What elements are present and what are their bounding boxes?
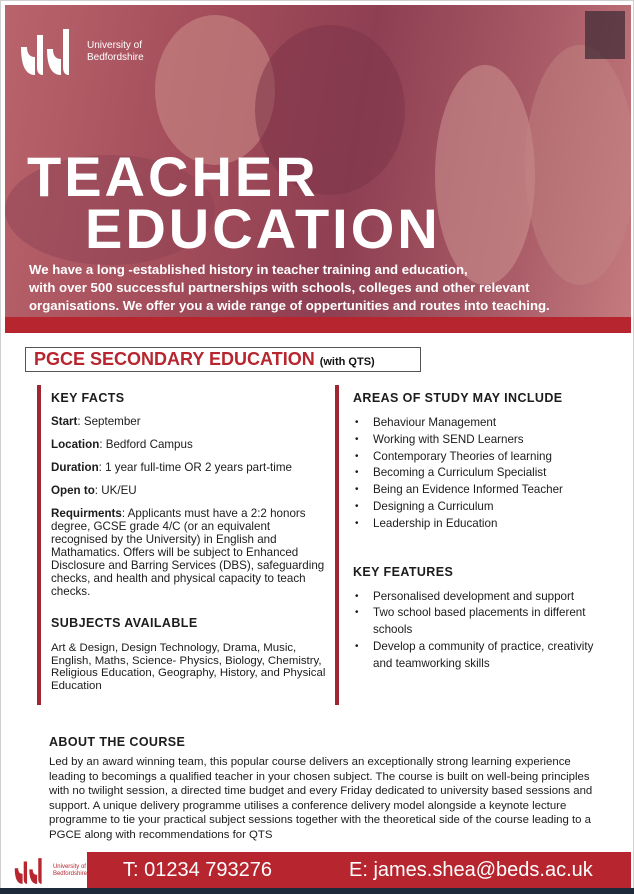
hero-intro-line: with over 500 successful partnerships with schools, colleges and other relevant bbox=[29, 280, 530, 295]
list-item: • Being an Evidence Informed Teacher bbox=[353, 482, 605, 499]
fact-value: : Applicants must have a 2:2 honors degree, GCSE grade 4/C (or an equivalent recognised by the University) in English and Mathamatics. Offers will be subject to Enhanced Disclosure and Barring Services (DBS), safeguarding checks, and health and physical capacity to teach checks. bbox=[51, 507, 325, 598]
about-section bbox=[49, 735, 609, 843]
features-heading: KEY FEATURES bbox=[353, 564, 454, 579]
areas-heading: AREAS OF STUDY MAY INCLUDE bbox=[353, 391, 563, 405]
key-facts-heading: KEY FACTS bbox=[51, 391, 125, 405]
list-item: • Two school based placements in different schools bbox=[353, 605, 605, 639]
university-logo-icon bbox=[19, 27, 81, 77]
list-item: • Behaviour Management bbox=[353, 415, 605, 432]
areas-list bbox=[353, 415, 605, 533]
bottom-strip bbox=[0, 888, 634, 894]
fact-value: : 1 year full-time OR 2 years part-time bbox=[98, 461, 292, 474]
list-item: • Develop a community of practice, creativity and teamworking skills bbox=[353, 639, 605, 673]
fact-label: Duration bbox=[51, 461, 99, 474]
footer-logo bbox=[5, 852, 87, 889]
footer-logo-text: University of bbox=[52, 863, 86, 870]
programme-title-box bbox=[25, 347, 421, 372]
fact-value: : Bedford Campus bbox=[99, 438, 193, 451]
fact-label: Location bbox=[51, 438, 100, 451]
list-item: • Personalised development and support bbox=[353, 589, 605, 606]
fact-duration bbox=[51, 461, 327, 474]
list-item: • Becoming a Curriculum Specialist bbox=[353, 465, 605, 482]
fact-start bbox=[51, 415, 327, 428]
footer-logo-icon bbox=[13, 857, 49, 885]
left-column bbox=[37, 385, 339, 705]
list-item: • Designing a Curriculum bbox=[353, 499, 605, 516]
hero-intro-line: We have a long -established history in teacher training and education, bbox=[29, 262, 468, 277]
fact-value: : UK/EU bbox=[94, 484, 137, 497]
contact-phone[interactable]: T: 01234 793276 bbox=[123, 859, 273, 881]
fact-requirements bbox=[51, 507, 327, 598]
programme-subtitle: (with QTS) bbox=[319, 356, 375, 368]
list-item: • Leadership in Education bbox=[353, 516, 605, 533]
fact-label: Start bbox=[51, 415, 78, 428]
contact-email[interactable]: E: james.shea@beds.ac.uk bbox=[349, 859, 593, 881]
fact-label: Open to bbox=[51, 484, 95, 497]
hero-photo-shape bbox=[585, 11, 625, 59]
fact-label: Requirments bbox=[51, 507, 122, 520]
fact-open-to bbox=[51, 484, 327, 497]
list-item: • Working with SEND Learners bbox=[353, 432, 605, 449]
divider-bar bbox=[5, 317, 631, 333]
hero-photo-shape bbox=[435, 65, 535, 285]
about-text: Led by an award winning team, this popular course delivers an exceptionally strong learning experience leading to becomings a qualified teacher in your chosen subject. The course is built on well-being principles with no twilight session, a directed time budget and every Friday dedicated to university based sessions and support. A unique delivery programme utilises a conference delivery model alongside a keynote lecture programme to tie your practical subject sessions together with the theoretical side of the course leading to a PGCE along with recommendations for QTS bbox=[49, 756, 593, 841]
subjects-heading: SUBJECTS AVAILABLE bbox=[51, 616, 198, 630]
features-list bbox=[353, 589, 605, 673]
footer-bar bbox=[5, 852, 631, 889]
hero-photo-shape bbox=[525, 45, 631, 285]
list-item: • Contemporary Theories of learning bbox=[353, 449, 605, 466]
subjects-text: Art & Design, Design Technology, Drama, Music, English, Maths, Science- Physics, Biology, Chemistry, Religious Education, Geography, History, and Physical Education bbox=[51, 642, 326, 692]
logo-text-line2: Bedfordshire bbox=[87, 52, 144, 63]
hero-intro bbox=[29, 261, 629, 315]
logo-text-line1: University of bbox=[87, 40, 143, 51]
about-heading: ABOUT THE COURSE bbox=[49, 735, 186, 749]
footer-logo-text: Bedfordshire bbox=[52, 870, 87, 877]
fact-value: : September bbox=[77, 415, 141, 428]
hero-title-line2: EDUCATION bbox=[85, 197, 441, 260]
programme-title: PGCE SECONDARY EDUCATION bbox=[34, 349, 315, 369]
university-logo bbox=[19, 27, 144, 77]
right-column bbox=[335, 385, 605, 673]
hero-intro-line: organisations. We offer you a wide range of oppertunities and routes into teaching. bbox=[29, 298, 550, 313]
fact-location bbox=[51, 438, 327, 451]
hero-banner bbox=[5, 5, 631, 317]
hero-title-line1: TEACHER bbox=[27, 145, 319, 208]
